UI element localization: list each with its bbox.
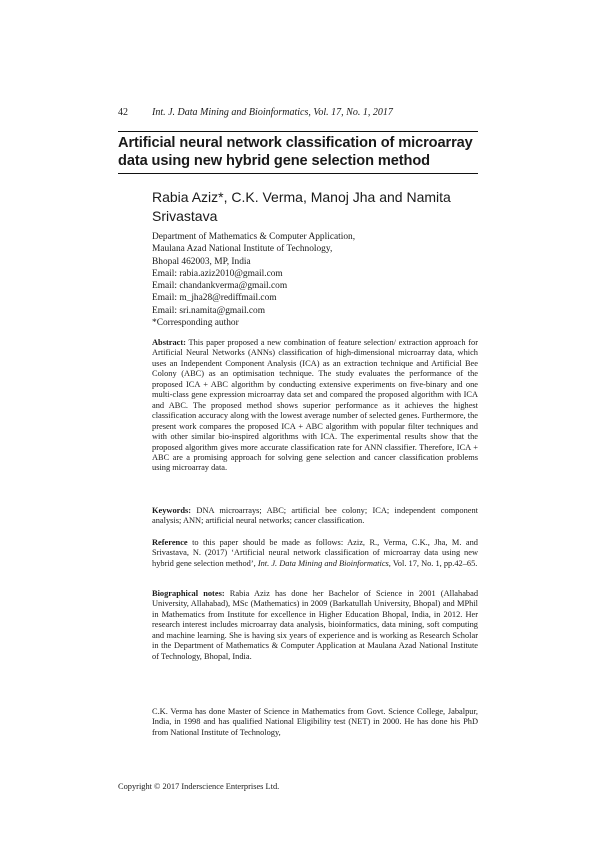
page-number: 42 [118, 107, 128, 118]
journal-citation: Int. J. Data Mining and Bioinformatics, Vol. 17, No. 1, 2017 [152, 107, 393, 118]
title-rule-bottom [118, 173, 478, 174]
biographical-note-verma [152, 707, 478, 738]
paper-title: Artificial neural network classification of microarray data using new hybrid gene selection method [118, 135, 473, 169]
keywords-label: Keywords: [152, 506, 192, 515]
corresponding-author-note: *Corresponding author [152, 318, 239, 329]
email-line: Email: rabia.aziz2010@gmail.com [152, 268, 283, 279]
affiliation-line: Department of Mathematics & Computer Application, [152, 232, 356, 242]
biographical-notes [152, 589, 478, 662]
affiliation-line: Bhopal 462003, MP, India [152, 256, 251, 267]
email-line: Email: chandankverma@gmail.com [152, 281, 288, 292]
email-line: Email: sri.namita@gmail.com [152, 305, 266, 316]
bio-text-verma: C.K. Verma has done Master of Science in Mathematics from Govt. Science College, Jabalpur, India, in 1998 and has qualified National Eligibility test (NET) in 2000. He has done his PhD from National Institute of Technology, [152, 707, 478, 737]
keywords-text: DNA microarrays; ABC; artificial bee colony; ICA; independent component analysis; ANN; artificial neural networks; cancer classification. [152, 506, 479, 526]
title-rule-top [118, 131, 478, 132]
bio-label: Biographical notes: [152, 589, 225, 598]
copyright-notice: Copyright © 2017 Inderscience Enterprises Ltd. [118, 782, 280, 791]
author-list: Rabia Aziz*, C.K. Verma, Manoj Jha and Namita Srivastava [152, 189, 451, 224]
abstract-label: Abstract: [152, 338, 186, 347]
abstract [152, 338, 478, 474]
reference-label: Reference [152, 538, 188, 547]
reference-note [152, 538, 478, 569]
running-head [118, 107, 478, 119]
email-line: Email: m_jha28@rediffmail.com [152, 293, 277, 304]
bio-text-aziz: Rabia Aziz has done her Bachelor of Science in 2001 (Allahabad University, Allahabad), MSc (Mathematics) in 2009 (Barkatullah University, Bhopal) and MPhil in Mathematics from Institute for excellence in Higher Education Bhopal, India, in 2012. Her research interest includes microarray data analysis, bioinformatics, data mining, soft computing and machine learning. She is having six years of experience and is working as Research Scholar in the Department of Mathematics & Computer Application at Maulana Azad National Institute of Technology, Bhopal, India. [152, 589, 479, 661]
abstract-text: This paper proposed a new combination of feature selection/ extraction approach for Artificial Neural Networks (ANNs) classification of high-dimensional microarray data, which uses an Independent Component Analysis (ICA) as an extraction technique and Artificial Bee Colony (ABC) as an optimisation technique. The study evaluates the performance of the proposed ICA + ABC algorithm by conducting extensive experiments on five-binary and one multi-class gene expression microarray data set and compared the proposed algorithm with ICA and ABC. The proposed method shows superior performance as it achieves the highest classification accuracy along with the lowest average number of selected genes. Furthermore, the present work compares the proposed ICA + ABC algorithm with popular filter techniques and with other similar bio-inspired algorithms with ICA. The experimental results show that the proposed algorithm gives more accurate classification rate for ANN classifier. Therefore, ICA + ABC are a promising approach for solving gene selection and cancer classification problems using microarray data. [152, 338, 478, 473]
affiliation-line: Maulana Azad National Institute of Technology, [152, 244, 333, 255]
reference-volume: , Vol. 17, No. 1, pp.42–65. [388, 558, 478, 568]
keywords [152, 506, 478, 527]
reference-journal: Int. J. Data Mining and Bioinformatics [257, 558, 389, 568]
affiliation-block [152, 231, 482, 329]
reference-text: to this paper should be made as follows: Aziz, R., Verma, C.K., Jha, M. and Srivastava, N. (2017) ‘Artificial neural network classification of microarray data using new hybrid gene selection method’, [152, 538, 478, 568]
